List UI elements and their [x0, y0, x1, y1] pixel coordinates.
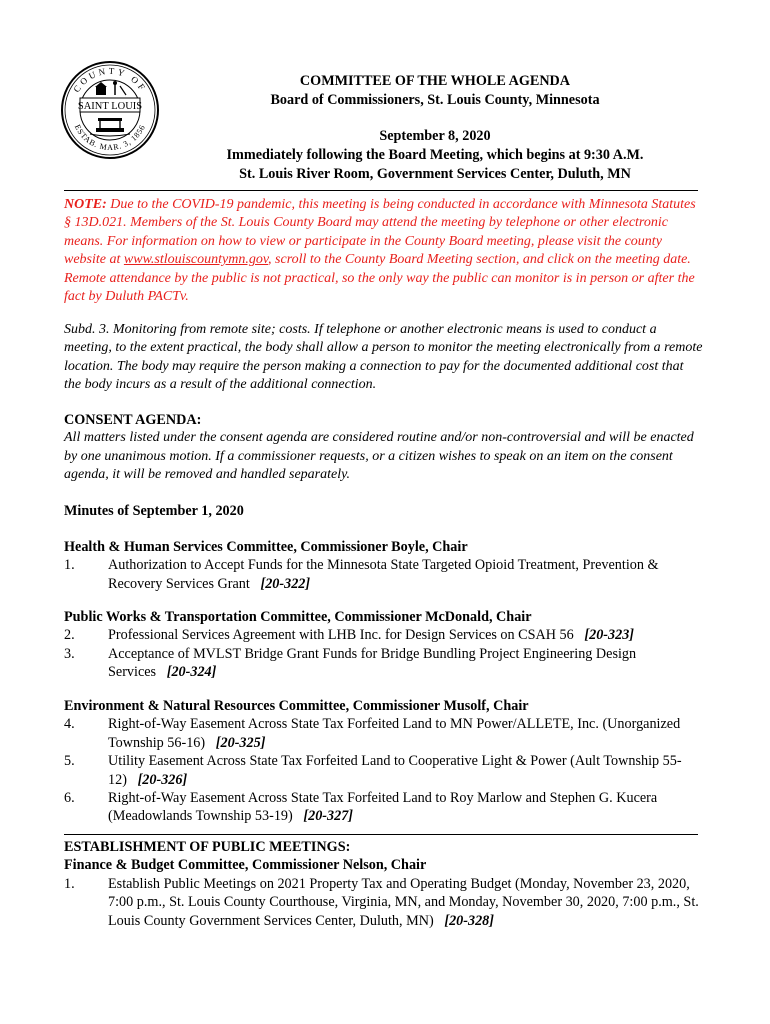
county-website-link[interactable]: www.stlouiscountymn.gov: [123, 252, 269, 268]
note-text-continued: , scroll to the County Board Meeting section, and click on the meeting date. Remote attendance by the public is not practical, so the only way the public can monitor is in person or after the fact by Duluth PACTv.: [64, 252, 695, 305]
item-text: Utility Easement Across State Tax Forfeited Land to Cooperative Light & Power (Ault Township 55-12): [108, 753, 682, 788]
minutes-line: [64, 502, 704, 520]
minutes-title: Minutes of September 1, 2020: [64, 503, 244, 519]
committee-public-works: [64, 608, 704, 682]
item-number: 6.: [64, 790, 75, 807]
item-number: 4.: [64, 716, 75, 733]
meeting-location: St. Louis River Room, Government Services Center, Duluth, MN: [239, 166, 631, 182]
meeting-time: Immediately following the Board Meeting, which begins at 9:30 A.M.: [226, 147, 644, 163]
public-meetings-section: [64, 838, 704, 930]
statute-subd-3: Subd. 3. Monitoring from remote site; costs. If telephone or another electronic means is used to conduct a meeting, to the extent practical, the body shall allow a person to monitor the meeting electronically from a remote location. The body may require the person making a connection to pay for the documented additional cost that the body incurs as a result of the additional connection.: [64, 322, 703, 393]
item-text: Authorization to Accept Funds for the Minnesota State Targeted Opioid Treatment, Prevention & Recovery Services Grant: [108, 557, 659, 592]
note-label: NOTE:: [64, 197, 107, 212]
agenda-title: COMMITTEE OF THE WHOLE AGENDA: [299, 73, 571, 89]
board-name: Board of Commissioners, St. Louis County, Minnesota: [270, 92, 600, 108]
consent-agenda-title: CONSENT AGENDA:: [64, 412, 202, 428]
committee-environment-natural-resources: [64, 697, 704, 826]
agenda-item: [64, 715, 704, 752]
agenda-item: [64, 556, 704, 593]
item-ref: [20-325]: [215, 734, 266, 751]
item-text: Right-of-Way Easement Across State Tax Forfeited Land to Roy Marlow and Stephen G. Kucera (Meadowlands Township 53-19): [108, 790, 658, 825]
svg-text:ESTAB. MAR. 3, 1856: ESTAB. MAR. 3, 1856: [72, 123, 148, 153]
item-number: 1.: [64, 557, 75, 574]
note-text: Due to the COVID-19 pandemic, this meeting is being conducted in accordance with Minnesota Statutes § 13D.021. Members of the St. Louis County Board may attend the meeting by telephone or other electronic means. For information on how to view or participate in the County Board meeting, please visit the county website at: [64, 197, 696, 268]
agenda-item: [64, 789, 704, 826]
consent-agenda-description: All matters listed under the consent agenda are considered routine and/or non-controversial and will be enacted by one unanimous motion. If a commissioner requests, or a citizen wishes to speak on an item on the consent agenda, it will be removed and handled separately.: [64, 430, 694, 483]
item-text: Acceptance of MVLST Bridge Grant Funds for Bridge Bundling Project Engineering Design Services: [108, 645, 637, 681]
consent-agenda-section: [64, 411, 704, 485]
agenda-item: [64, 875, 704, 930]
agenda-item: [64, 752, 704, 789]
item-ref: [20-328]: [444, 912, 494, 929]
committee-title: Health & Human Services Committee, Commissioner Boyle, Chair: [64, 539, 468, 555]
item-ref: [20-327]: [303, 808, 354, 825]
committee-health-human-services: [64, 538, 704, 593]
item-number: 1.: [64, 875, 75, 892]
covid-note: [64, 196, 704, 306]
public-meetings-title: ESTABLISHMENT OF PUBLIC MEETINGS:: [64, 839, 351, 855]
committee-title: Finance & Budget Committee, Commissioner Nelson, Chair: [64, 857, 427, 874]
item-number: 5.: [64, 753, 75, 770]
header-divider: [64, 190, 698, 191]
item-text: Professional Services Agreement with LHB Inc. for Design Services on CSAH 56: [108, 627, 574, 644]
item-number: 2.: [64, 627, 75, 644]
item-ref: [20-324]: [166, 664, 217, 681]
county-seal-logo: [60, 60, 160, 160]
committee-title: Public Works & Transportation Committee, Commissioner McDonald, Chair: [64, 609, 532, 625]
agenda-item: [64, 626, 704, 644]
item-ref: [20-322]: [260, 575, 311, 592]
item-number: 3.: [64, 645, 75, 662]
meeting-date: September 8, 2020: [379, 128, 491, 144]
item-text: Right-of-Way Easement Across State Tax Forfeited Land to MN Power/ALLETE, Inc. (Unorganized Township 56-16): [108, 716, 681, 751]
agenda-item: [64, 645, 704, 682]
agenda-header: [170, 72, 700, 184]
item-text: Establish Public Meetings on 2021 Property Tax and Operating Budget (Monday, November 23, 2020, 7:00 p.m., St. Louis County Courthouse, Virginia, MN, and Monday, November 30, 2020, 7:00 p.m., St. Louis County Government Services Center, Duluth, MN): [108, 875, 699, 929]
item-ref: [20-326]: [137, 771, 188, 788]
svg-text:COUNTY OF: COUNTY OF: [71, 65, 149, 95]
item-ref: [20-323]: [584, 627, 635, 644]
svg-text:SAINT LOUIS: SAINT LOUIS: [77, 101, 143, 112]
section-divider: [64, 834, 698, 835]
committee-title: Environment & Natural Resources Committee, Commissioner Musolf, Chair: [64, 698, 529, 714]
